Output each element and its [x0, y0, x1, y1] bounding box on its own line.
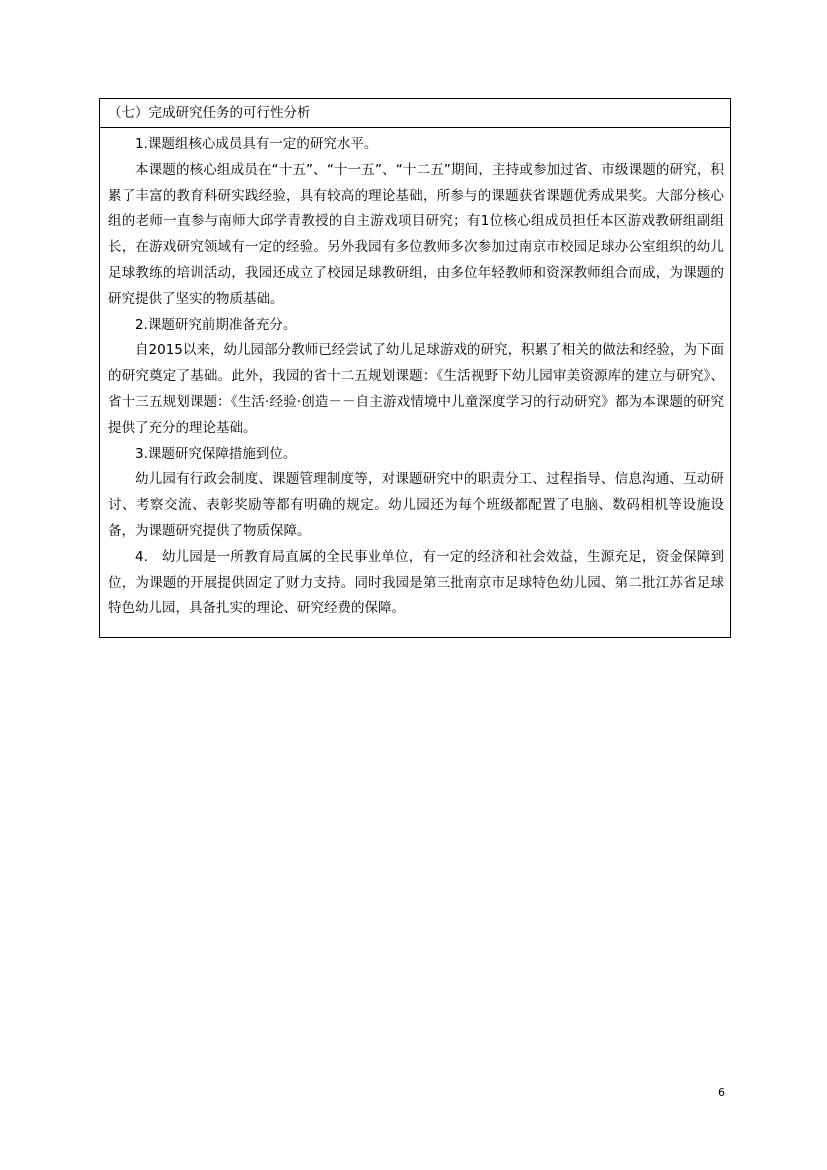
- page-number: 6: [718, 1086, 725, 1099]
- paragraph-funding: 4. 幼儿园是一所教育局直属的全民事业单位，有一定的经济和社会效益，生源充足，资金保障到位，为课题的开展提供固定了财力支持。同时我园是第三批南京市足球特色幼儿园、第二批江苏省足球特色幼儿园，具备扎实的理论、研究经费的保障。: [108, 548, 724, 617]
- table-content-cell: [108, 132, 724, 622]
- paragraph-research-level: 本课题的核心组成员在“十五”、“十一五”、“十二五”期间，主持或参加过省、市级课题的研究，积累了丰富的教育科研实践经验，具有较高的理论基础，所参与的课题获省课题优秀成果奖。大部分核心组的老师一直参与南师大邱学青教授的自主游戏项目研究；有1位核心组成员担任本区游戏教研组副组长，在游戏研究领域有一定的经验。另外我园有多位教师多次参加过南京市校园足球办公室组织的幼儿足球教练的培训活动，我园还成立了校园足球教研组，由多位年轻教师和资深教师组合而成，为课题的研究提供了坚实的物质基础。: [108, 161, 724, 307]
- feasibility-table: [99, 98, 731, 638]
- paragraph-preparation: 自2015以来，幼儿园部分教师已经尝试了幼儿足球游戏的研究，积累了相关的做法和经验，为下面的研究奠定了基础。此外，我园的省十二五规划课题：《生活视野下幼儿园审美资源库的建立与研究》、省十三五规划课题：《生活·经验·创造－－自主游戏情境中儿童深度学习的行动研究》都为本课题的研究提供了充分的理论基础。: [108, 342, 724, 436]
- subheading-preparation: 2.课题研究前期准备充分。: [135, 316, 297, 333]
- paragraph-safeguards: 幼儿园有行政会制度、课题管理制度等，对课题研究中的职责分工、过程指导、信息沟通、互动研讨、考察交流、表彰奖励等都有明确的规定。幼儿园还为每个班级都配置了电脑、数码相机等设施设备，为课题研究提供了物质保障。: [108, 471, 724, 539]
- section-title: （七）完成研究任务的可行性分析: [108, 105, 311, 121]
- table-header-row: [100, 99, 730, 128]
- subheading-safeguards: 3.课题研究保障措施到位。: [135, 445, 297, 462]
- subheading-research-level: 1.课题组核心成员具有一定的研究水平。: [135, 136, 378, 152]
